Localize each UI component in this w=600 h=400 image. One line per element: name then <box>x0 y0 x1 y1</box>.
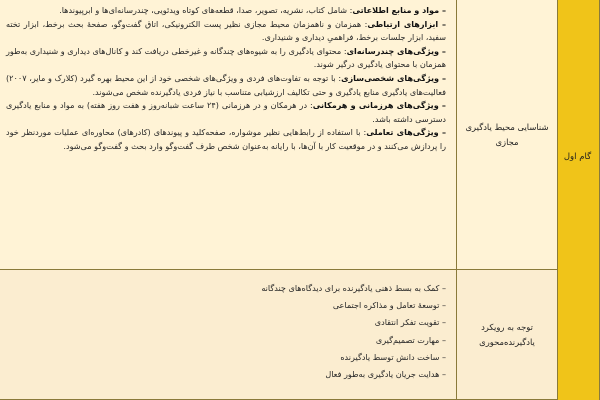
step-label: گام اول <box>563 152 592 162</box>
table-row <box>0 270 557 400</box>
list-item: – هدایت جریان یادگیری به‌طور فعال <box>325 369 446 380</box>
paragraph-interactive: – ویژگی‌های تعاملی: با استفاده از رابط‌هایی نظیر موشواره، صفحه‌کلید و پیوندهای (کادرهای) محاوره‌ای عملیات موردنظر خود را پردازش می‌کنند و در موقعیت کار با آن‌ها، با رایانه به‌عنوان شخص طرف گفت‌وگو وارد بحث و گفت‌وگو می‌شود. <box>6 127 446 151</box>
list-item: – تقویت تفکر انتقادی <box>374 317 446 328</box>
list-item: – کمک به بسط ذهنی یادگیرنده برای دیدگاه‌های چندگانه <box>261 283 446 293</box>
paragraph-info-resources: – مواد و منابع اطلاعاتی: شامل کتاب، نشریه، تصویر، صدا، قطعه‌های کوتاه ویدئویی، چندرسانه‌ای‌ها و ابرپیوندها. <box>59 5 446 15</box>
step-column <box>557 0 600 400</box>
row-content-cell <box>0 270 456 399</box>
learner-centered-list <box>6 274 446 383</box>
list-item: – مهارت تصمیم‌گیری <box>375 334 446 345</box>
row-title-cell <box>456 0 557 269</box>
row-title: توجه به رویکرد یادگیرنده‌محوری <box>479 321 535 347</box>
paragraph-multimedia: – ویژگی‌های چندرسانه‌ای: محتوای یادگیری را به شیوه‌های چندگانه و غیرخطی دریافت کند و کانال‌های دیداری و شنیداری به‌طور همزمان با محتوای یادگیری درگیر شوند. <box>6 45 446 70</box>
paragraph-communication-tools: – ابزارهای ارتباطی: همزمان و ناهمزمان محیط مجازی نظیر پست الکترونیکی، اتاق گفت‌وگو، صفحهٔ بحث برخط، ابزار تخته سفید، ابزار جلسات برخط، فراهمیِ دیداری و شنیداری. <box>6 18 447 43</box>
list-item: – ساخت دانش توسط یادگیرنده <box>340 351 446 362</box>
paragraph-personalization: – ویژگی‌های شخصی‌سازی: با توجه به تفاوت‌های فردی و ویژگی‌های شخصی خود از این محیط بهره گیرد (کلارک و مایر، ۲۰۰۷) فعالیت‌های یادگیری منابع یادگیری و حتی تکالیف ارزشیابی متناسب با نیاز فردی یادگیرنده شخص می‌شوند. <box>6 72 446 97</box>
row-title-cell <box>456 270 557 399</box>
list-item: – توسعهٔ تعامل و مذاکره اجتماعی <box>332 300 446 311</box>
paragraph-anytime-anywhere: – ویژگی‌های هرزمانی و هرمکانی: در هرمکان و در هرزمانی (۲۴ ساعت شبانه‌روز و هفت روز هفته) به مواد و منابع یادگیری دسترسی داشته باشد. <box>6 100 446 124</box>
row-title: شناسایی محیط یادگیری مجازی <box>465 121 549 147</box>
